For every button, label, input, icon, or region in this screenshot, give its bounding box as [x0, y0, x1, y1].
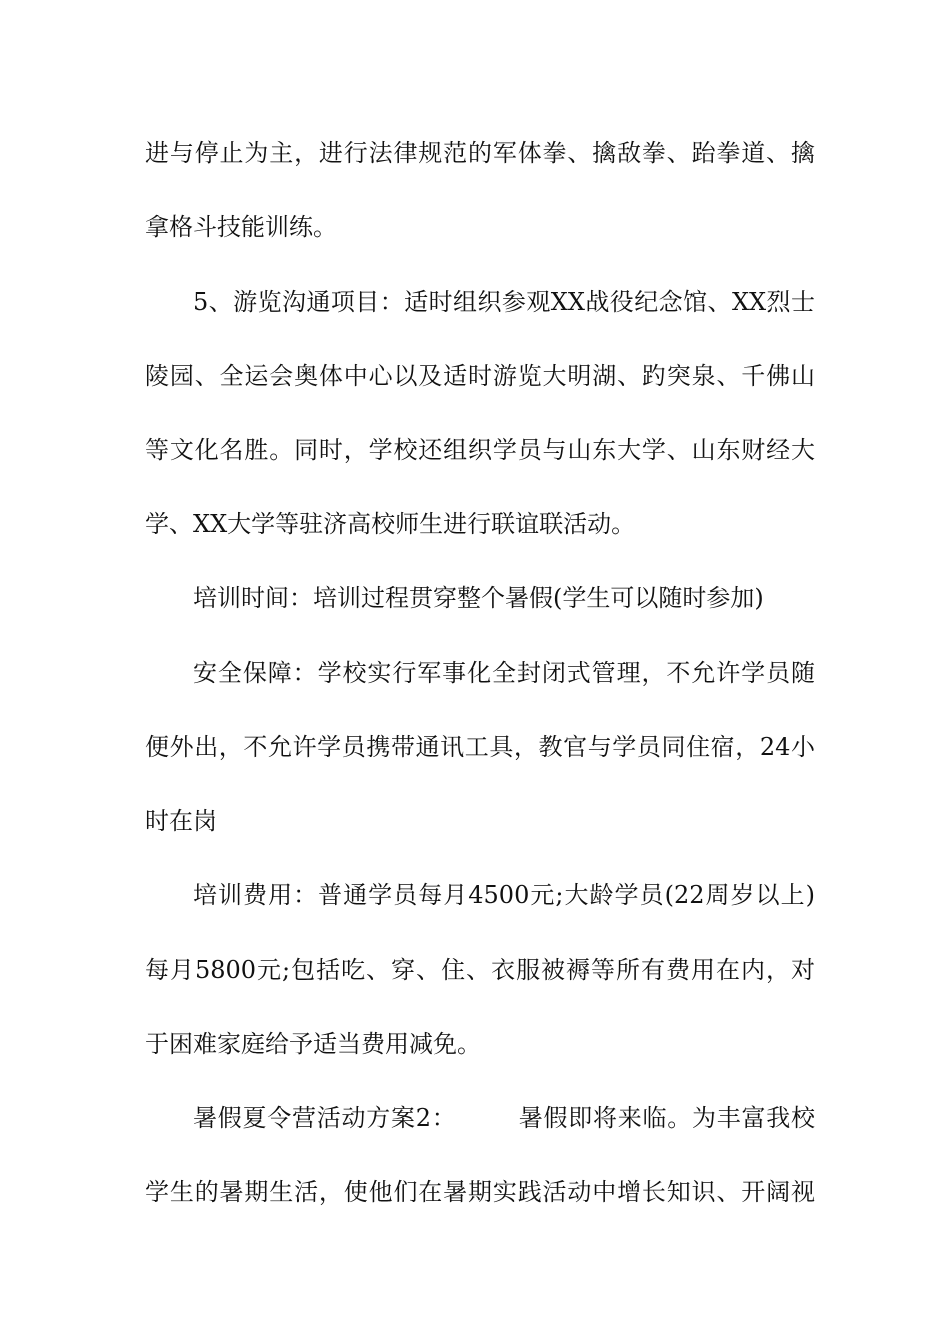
- paragraph-line: 拿格斗技能训练。: [145, 213, 337, 241]
- paragraph-line: 培训时间：培训过程贯穿整个暑假(学生可以随时参加): [193, 584, 764, 612]
- paragraph-line: 于困难家庭给予适当费用减免。: [145, 1030, 481, 1058]
- paragraph-line: 时在岗: [145, 807, 217, 835]
- paragraph-line: 每月5800元;包括吃、穿、住、衣服被褥等所有费用在内，对: [145, 956, 815, 984]
- paragraph-line: 陵园、全运会奥体中心以及适时游览大明湖、趵突泉、千佛山: [145, 362, 815, 390]
- paragraph-line: 等文化名胜。同时，学校还组织学员与山东大学、山东财经大: [145, 436, 815, 464]
- paragraph-line: 便外出，不允许学员携带通讯工具，教官与学员同住宿，24小: [145, 733, 815, 761]
- paragraph-line: 进与停止为主，进行法律规范的军体拳、擒敌拳、跆拳道、擒: [145, 139, 815, 167]
- paragraph-line: 暑假夏令营活动方案2： 暑假即将来临。为丰富我校: [193, 1104, 815, 1132]
- paragraph-line: 培训费用：普通学员每月4500元;大龄学员(22周岁以上): [193, 881, 815, 909]
- paragraph-line: 学、XX大学等驻济高校师生进行联谊联活动。: [145, 510, 636, 538]
- paragraph-line: 安全保障：学校实行军事化全封闭式管理，不允许学员随: [193, 659, 815, 687]
- paragraph-line: 学生的暑期生活，使他们在暑期实践活动中增长知识、开阔视: [145, 1178, 815, 1206]
- paragraph-line: 5、游览沟通项目：适时组织参观XX战役纪念馆、XX烈士: [193, 288, 815, 316]
